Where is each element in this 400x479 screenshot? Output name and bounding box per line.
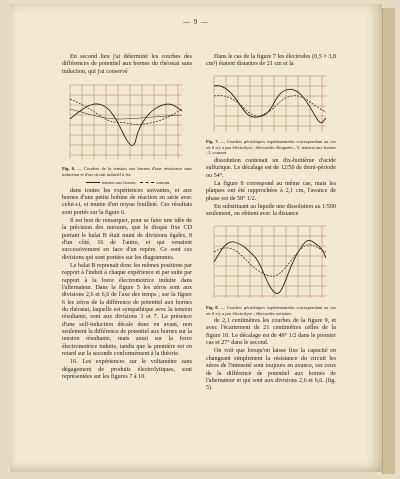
left-paragraph-4: Le balai B reprenait donc les mêmes positions par rapport à l'induit à chaque expérience et par suite par rapport à la force électromotrice induite dans l'alternateur. Dans la figure 5 les zéros sont aux divisions 2,6 et 6,6 de l'axe des temps ; sur la figure 6 les zéros de la différence de potentiel aux bornes du rhéostat, laquelle est sympathique avec la tension résultante, sont aux divisions 3 et 7. La présence d'une self-induction décale donc en avant, non seulement la différence de potentiel aux bornes sur la tension résultante, mais aussi sur la force électromotrice induite, tandis que la première est en retard sur la seconde conformément à la théorie. [62, 263, 192, 358]
fig8-caption-label: Fig. 8. [206, 304, 219, 310]
fig6-legend-current: courant. [155, 179, 171, 185]
left-paragraph-5: 16. Les expériences sur le voltamètre sans dégagement de produits électrolytiques, sont représentées sur les figures 7 à 10. [62, 359, 192, 381]
left-paragraph-1: En second lieu j'ai déterminé les courbes des différences de potentiel aux bornes du rhéostat sans induction, qui j'ai conservé [62, 54, 192, 75]
fig6-legend-voltage: tension aux bornes, [101, 179, 137, 185]
fig7-caption-label: Fig. 7. [206, 139, 219, 145]
back-cover-edge [382, 8, 395, 474]
left-paragraph-3: Il est bon de remarquer, pour se faire une idée de la précision des mesures, que le disque fixe CD portant le balai B était muni de divisions égales, 8 d'un côté, 16 de l'autre, et qui venaient successivement en face d'un repère. Ce sont ces divisions qui sont portées sur les diagrammes. [62, 217, 192, 261]
fig7-voltage-curve [214, 85, 326, 122]
figure-7 [206, 72, 336, 156]
fig8-caption: — Courbes périodiques expérimentales correspondant au cas où il n'y a pas électrolyse ; électrodes voisines. [206, 304, 337, 316]
right-paragraph-4: En substituant au liquide une dissolution au 1/500 seulement, on obtient avec la distance [206, 203, 336, 218]
fig8-current-curve [214, 244, 326, 275]
figure-6 [62, 79, 192, 186]
right-paragraph-6: On voit que lorsqu'on laisse fixe la capacité en changeant simplement la résistance du circuit les zéros de l'intensité sont toujours en avance, sur ceux de la différence de potentiel aux bornes de l'alternateur et qui sont aux divisions 2,6 et 6,6. (fig. 5). [206, 348, 336, 392]
fig6-caption-label: Fig. 6. [62, 166, 76, 172]
fig6-legend [62, 180, 192, 186]
figure-8-graph [206, 222, 336, 300]
fig6-caption: — Courbes de la tension aux bornes d'une résistance sans induction et d'un circuit inductif à fer. [62, 166, 192, 177]
left-column [62, 54, 192, 383]
figure-6-graph [62, 79, 192, 161]
right-paragraph-2: dissolution contenait un dix-huitième d'acide sulfurique. Le décalage est de 12/50 de demi-période ou 54°. [206, 157, 336, 179]
page-number: — 9 — [183, 18, 209, 26]
right-paragraph-5: de 2,1 centimètres les courbes de la figure 9, et avec l'écartement de 21 centimètres celles de la figure 10. Le décalage est de 49° 1/2 dans le premier cas et 27° dans le second. [206, 318, 336, 347]
fig7-caption: — Courbes périodiques expérimentales correspondant au cas où il n'y a pas électrolyse ; électrodes éloignées ; V, tension aux bornes ; I, courant. [206, 139, 337, 156]
right-paragraph-3: La figure 8 correspond au même cas, mais les plaques ont été rapprochées à 2,1 cm, l'avance de phase est de 58° 1/2. [206, 180, 336, 202]
left-paragraph-2: dans toutes les expériences suivantes, et aux bornes d'une petite bobine de réaction en série avec celui-ci, et munie d'un noyau feuilleté. Ces résultats sont portés sur la figure 6. [62, 187, 192, 216]
right-column [206, 54, 336, 394]
figure-8 [206, 222, 336, 317]
fig6-voltage-curve [70, 99, 182, 125]
right-paragraph-1: Dans le cas de la figure 7 les électrodes (0,5 × 3,8 cm²) étaient distantes de 21 cm et la [206, 54, 336, 68]
fig6-current-curve [70, 104, 182, 145]
book-page [10, 4, 382, 472]
figure-7-graph [206, 72, 336, 134]
